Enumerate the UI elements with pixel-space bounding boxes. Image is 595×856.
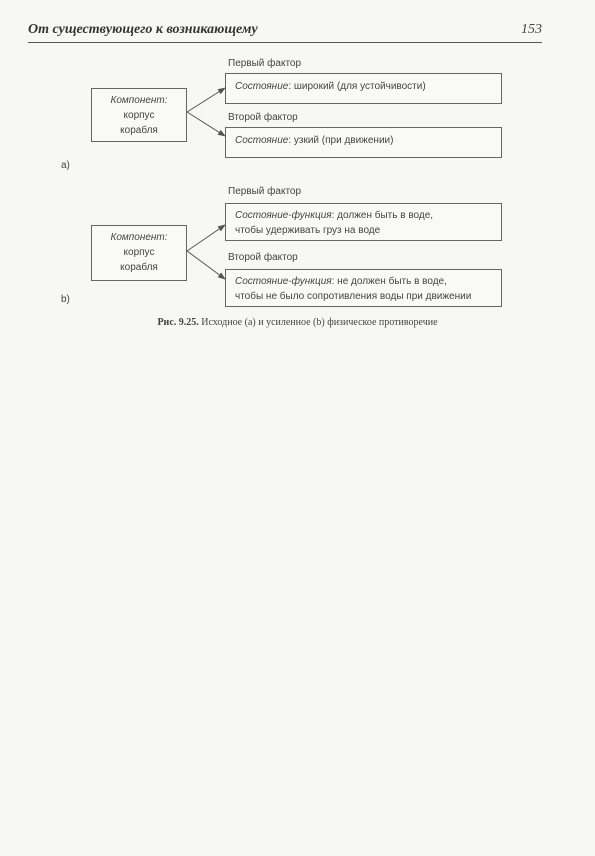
figure-marker-a: a) bbox=[61, 160, 70, 171]
component-prefix: Компонент: bbox=[110, 95, 168, 106]
running-title: От существующего к возникающему bbox=[28, 22, 258, 37]
component-line1: корпус bbox=[123, 247, 155, 258]
caption-text: Исходное (а) и усиленное (b) физическое противоречие bbox=[198, 317, 438, 328]
component-line2: корабля bbox=[120, 262, 158, 273]
state-box-a2 bbox=[225, 127, 502, 158]
page-number: 153 bbox=[521, 22, 542, 37]
state-line2: чтобы удерживать груз на воде bbox=[235, 225, 381, 236]
figure-marker-b: b) bbox=[61, 294, 70, 305]
state-prefix: Состояние-функция bbox=[235, 276, 332, 287]
state-box-b2 bbox=[225, 269, 502, 307]
state-box-a1 bbox=[225, 73, 502, 104]
caption-label: Рис. 9.25. bbox=[157, 317, 199, 328]
state-box-b1 bbox=[225, 203, 502, 241]
factor1-label-a: Первый фактор bbox=[228, 58, 302, 69]
arrow-b-factor2 bbox=[187, 251, 225, 279]
state-prefix: Состояние bbox=[235, 81, 289, 92]
state-text: : должен быть в воде, bbox=[331, 210, 434, 221]
component-box-a bbox=[91, 88, 187, 142]
factor2-label-a: Второй фактор bbox=[228, 112, 298, 123]
factor2-label-b: Второй фактор bbox=[228, 252, 298, 263]
arrow-a-factor1 bbox=[187, 88, 225, 112]
component-box-b bbox=[91, 225, 187, 281]
arrow-a-factor2 bbox=[187, 112, 225, 136]
component-line2: корабля bbox=[120, 125, 158, 136]
component-prefix: Компонент: bbox=[110, 232, 168, 243]
state-prefix: Состояние-функция bbox=[235, 210, 332, 221]
state-text: : не должен быть в воде, bbox=[331, 276, 447, 287]
state-text: : широкий (для устойчивости) bbox=[288, 81, 426, 92]
state-line2: чтобы не было сопротивления воды при движении bbox=[235, 291, 472, 302]
component-line1: корпус bbox=[123, 110, 155, 121]
state-prefix: Состояние bbox=[235, 135, 289, 146]
figure-caption bbox=[0, 317, 595, 328]
factor1-label-b: Первый фактор bbox=[228, 186, 302, 197]
arrow-b-factor1 bbox=[187, 225, 225, 251]
state-text: : узкий (при движении) bbox=[288, 135, 394, 146]
